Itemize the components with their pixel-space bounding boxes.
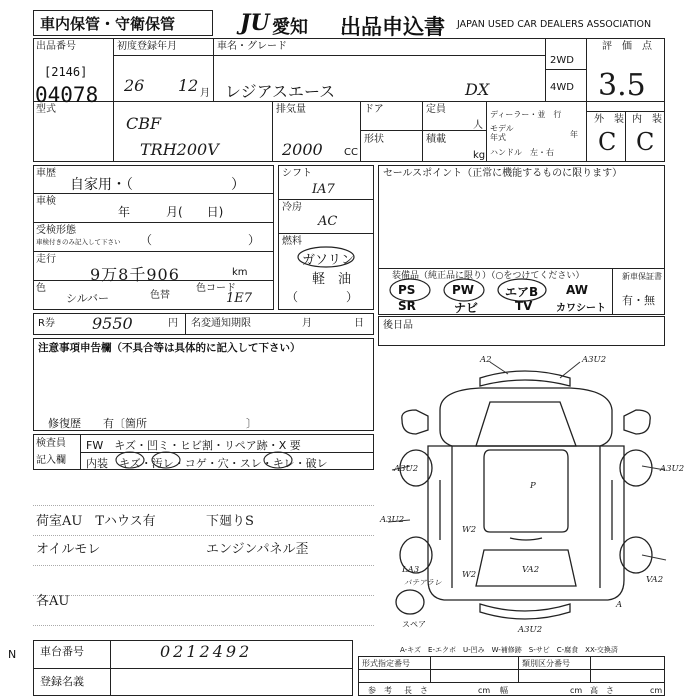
- cooler-value: AC: [318, 214, 338, 229]
- entry-label: 記入欄: [36, 455, 66, 466]
- association-name: JAPAN USED CAR DEALERS ASSOCIATION: [457, 19, 652, 30]
- history-hline: [33, 251, 274, 252]
- year-unit: 年: [570, 130, 578, 139]
- plate-value: 0212492: [160, 642, 253, 661]
- handwritten-note-1: 荷室AU Tハウス有: [36, 514, 156, 529]
- damage-label-w2-rear: W2: [462, 570, 477, 580]
- exterior-label: 外 装: [594, 114, 624, 125]
- top-grid-vline: [113, 38, 114, 162]
- damage-label-w2-left: W2: [462, 525, 477, 535]
- width-label: 幅: [500, 686, 508, 695]
- history-hline: [33, 222, 274, 223]
- class-code-label: 類別区分番号: [522, 659, 570, 668]
- ju-logo-text: 愛知: [272, 17, 308, 38]
- handwritten-note-5: 各AU: [36, 594, 70, 609]
- load-label: 積載: [426, 134, 446, 145]
- car-name: レジアスエース: [225, 82, 336, 101]
- plate-label: 車台番号: [40, 645, 84, 658]
- note-rule: [33, 535, 374, 536]
- top-grid-vline: [213, 38, 214, 101]
- lot-label: 出品番号: [36, 41, 76, 52]
- drive-4wd: 4WD: [550, 82, 574, 93]
- damage-label-a3u2-side: A3U2: [380, 515, 405, 525]
- recycle-vline: [185, 313, 186, 335]
- exterior-grade: C: [598, 128, 617, 156]
- sales-vline: [612, 268, 613, 315]
- form-title: 出品申込書: [340, 15, 445, 39]
- sales-point-label: セールスポイント（正常に機能するものに限ります）: [383, 168, 623, 179]
- damage-label-va2-right: VA2: [646, 575, 664, 585]
- top-grid-vline: [586, 38, 587, 162]
- damage-label-a3u2-right: A3U2: [660, 464, 685, 474]
- storage-badge: 車内保管・守衛保管: [40, 15, 176, 33]
- damage-label-p: P: [530, 481, 536, 491]
- form-code-label: 形式指定番号: [362, 659, 410, 668]
- displacement-unit: CC: [344, 147, 358, 158]
- usage-label: 車歴: [36, 168, 56, 179]
- color-code-label: 色コード: [196, 283, 236, 294]
- interior-grade: C: [636, 128, 655, 156]
- equip-leather: カワシート: [556, 303, 606, 314]
- height-label: 高 さ: [590, 686, 614, 695]
- top-grid-hline: [586, 111, 665, 112]
- damage-label-va2-center: VA2: [522, 565, 540, 575]
- cooler-label: 冷房: [282, 202, 302, 213]
- model-label: 型式: [36, 104, 56, 115]
- top-grid-vline: [625, 111, 626, 162]
- top-grid-vline: [360, 101, 361, 162]
- notice-month-unit: 月: [302, 318, 312, 329]
- spec-hline: [358, 682, 665, 683]
- warranty-value: 有・無: [622, 294, 655, 307]
- interior-line: 内装 キズ・汚レ・コゲ・穴・スレ・キレ・破レ: [86, 457, 328, 470]
- rear-box: [378, 316, 665, 346]
- color-value: シルバー: [66, 292, 109, 305]
- inspector-label: 検査員: [36, 438, 66, 449]
- top-grid-hline: [113, 55, 545, 56]
- equip-navi: ナビ: [454, 301, 479, 315]
- damage-legend: A-キズ E-エクボ U-凹み W-補修跡 S-サビ C-腐食 XX-交換済: [400, 646, 618, 654]
- ju-logo-mark: JU: [240, 10, 270, 36]
- handle-label: ハンドル 左・右: [490, 148, 554, 157]
- mileage-unit: km: [232, 267, 248, 278]
- color-code: 1E7: [226, 291, 253, 306]
- notes-label: 注意事項申告欄（不具合等は具体的に記入して下さい）: [38, 342, 301, 354]
- footer-vline: [110, 640, 111, 696]
- receipt-sub: 車検付きのみ記入して下さい: [36, 238, 121, 246]
- fuel-label: 燃料: [282, 236, 302, 247]
- fuel-value-3: （ ）: [286, 290, 359, 304]
- equip-ps: PS: [398, 283, 416, 297]
- score-label: 評 価 点: [602, 41, 652, 52]
- notice-label: 名変通知期限: [191, 318, 251, 329]
- rear-label: 後日品: [383, 320, 413, 331]
- spec-hline: [358, 669, 665, 670]
- equip-sr: SR: [398, 299, 416, 313]
- model-year-sub: 年式: [490, 133, 506, 142]
- model-code: CBF: [126, 114, 162, 133]
- handwritten-note-4: エンジンパネル歪: [206, 542, 309, 557]
- reg-month: 12: [178, 76, 199, 95]
- reg-label: 初度登録年月: [117, 41, 177, 52]
- top-grid-hline: [360, 130, 486, 131]
- equip-aw: AW: [566, 283, 588, 297]
- handwritten-note-2: 下廻りS: [206, 514, 254, 529]
- damage-label-a2: A2: [480, 355, 492, 365]
- ref-label: 参 考: [368, 686, 392, 695]
- height-unit: cm: [650, 686, 663, 695]
- inspector-vline: [80, 434, 81, 470]
- interior-circle-marks: [110, 450, 410, 472]
- equip-pw: PW: [452, 283, 475, 297]
- receipt-value: （ ）: [140, 233, 261, 247]
- dealer-label: ディーラー・並 行: [490, 110, 562, 119]
- damage-label-a3u2-rear: A3U2: [518, 625, 543, 635]
- model-code-2: TRH200V: [140, 140, 219, 159]
- drive-2wd: 2WD: [550, 55, 574, 66]
- spare-label: スペア: [402, 620, 426, 629]
- top-grid-vline: [422, 101, 423, 162]
- r-value: 9550: [92, 314, 133, 333]
- color-change-label: 色替: [150, 290, 170, 301]
- warranty-label: 新車保証書: [622, 272, 662, 281]
- r-unit: 円: [168, 318, 178, 329]
- damage-label-putty: パテアラレ: [404, 578, 442, 587]
- note-rule: [33, 625, 374, 626]
- shift-label: シフト: [282, 168, 312, 179]
- damage-label-a-rear: A: [616, 600, 623, 610]
- length-label: 長 さ: [404, 686, 428, 695]
- spec-vline: [590, 656, 591, 682]
- equipment-label: 装備品（純正品に限り）（○をつけてください）: [392, 271, 585, 281]
- length-unit: cm: [478, 686, 491, 695]
- mileage-value: 9万8千906: [90, 265, 180, 284]
- note-rule: [33, 565, 374, 566]
- r-label: R券: [38, 318, 55, 329]
- repair-label: 修復歴 有〔箇所 〕: [48, 417, 257, 430]
- color-label: 色: [36, 283, 46, 294]
- owner-label: 登録名義: [40, 675, 84, 688]
- equip-airbag: エアB: [505, 285, 539, 299]
- fuel-value-2: 軽 油: [312, 272, 352, 287]
- damage-label-la3: LA3: [402, 565, 420, 575]
- car-diagram: [380, 350, 680, 640]
- fw-line: FW キズ・凹ミ・ヒビ割・リペア跡・X 要: [86, 439, 301, 452]
- note-rule: [33, 595, 374, 596]
- top-grid-vline: [486, 101, 487, 162]
- interior-label: 内 装: [632, 114, 662, 125]
- equipment-circle-marks: [388, 278, 608, 308]
- fuel-circle-mark: [296, 245, 356, 269]
- sales-hline: [378, 268, 665, 269]
- top-grid-vline: [272, 101, 273, 162]
- inspection-label: 車検: [36, 196, 56, 207]
- displacement-label: 排気量: [276, 104, 306, 115]
- left-mark: N: [8, 648, 17, 661]
- capacity-unit: 人: [473, 120, 483, 131]
- door-label: ドア: [364, 104, 384, 115]
- notice-day-unit: 日: [354, 318, 364, 329]
- top-grid-hline: [33, 101, 665, 102]
- load-unit: kg: [473, 150, 486, 161]
- grade: DX: [465, 80, 490, 99]
- name-label: 車名・グレード: [217, 41, 287, 52]
- score: 3.5: [598, 68, 646, 103]
- width-unit: cm: [570, 686, 583, 695]
- shift-hline: [278, 199, 374, 200]
- spec-vline: [430, 656, 431, 682]
- receipt-label: 受検形態: [36, 225, 76, 236]
- model-year-label: モデル: [490, 124, 514, 133]
- equip-tv: TV: [515, 299, 533, 313]
- shift-value: IA7: [312, 182, 335, 197]
- fuel-value-1: ガソリン: [302, 253, 355, 268]
- capacity-label: 定員: [426, 104, 446, 115]
- lot-sub: [2146]: [44, 65, 88, 79]
- damage-label-a3u2-left: A3U2: [394, 464, 419, 474]
- top-grid-hline: [545, 69, 586, 70]
- spec-vline: [518, 656, 519, 682]
- handwritten-note-3: オイルモレ: [36, 542, 101, 557]
- shift-hline: [278, 233, 374, 234]
- lot-number: 04078: [35, 83, 99, 107]
- inspection-value: 年 月( 日): [118, 205, 224, 219]
- footer-hline: [33, 668, 353, 669]
- reg-month-unit: 月: [200, 88, 210, 99]
- mileage-label: 走行: [36, 254, 56, 265]
- usage-value: 自家用・（ ）: [70, 177, 245, 193]
- damage-label-a3u2-front: A3U2: [582, 355, 607, 365]
- shape-label: 形状: [364, 134, 384, 145]
- note-rule: [33, 505, 374, 506]
- displacement: 2000: [282, 140, 323, 159]
- reg-year: 26: [124, 76, 145, 95]
